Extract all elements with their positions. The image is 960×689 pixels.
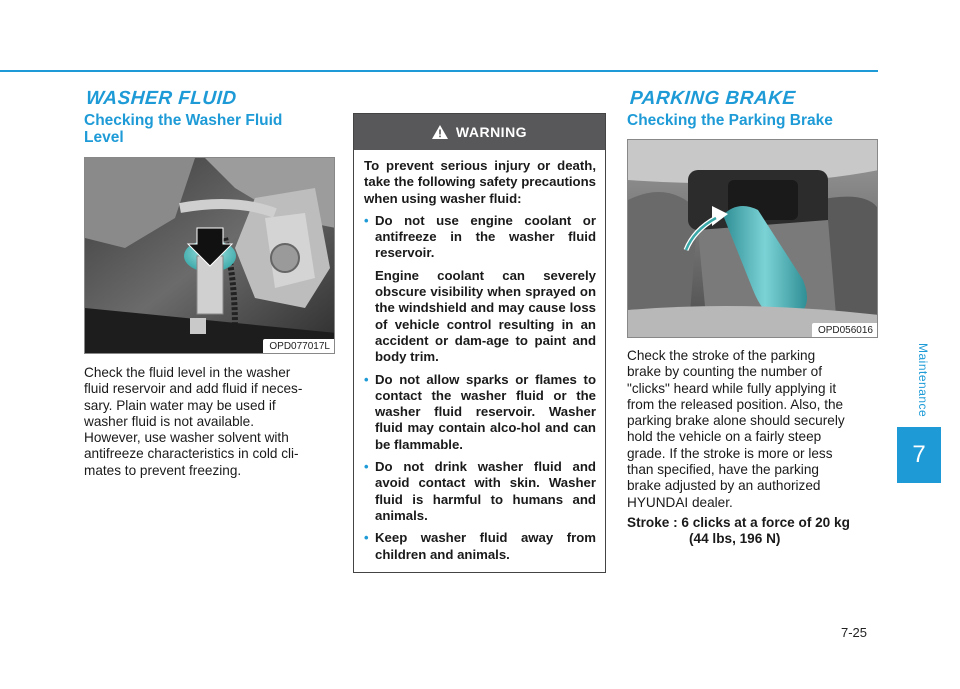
warning-body [354, 150, 605, 563]
side-tab-label: Maintenance [916, 342, 930, 418]
washer-reservoir-illustration [85, 158, 335, 354]
body-line: fluid reservoir and add fluid if neces- [84, 381, 303, 397]
parking-brake-illustration [628, 140, 878, 338]
chapter-number-tab: 7 [897, 427, 941, 483]
parking-brake-photo [627, 139, 878, 338]
body-line: sary. Plain water may be used if [84, 397, 276, 413]
warning-item [364, 459, 596, 524]
warning-item [364, 372, 596, 453]
warning-box [353, 113, 606, 573]
body-line: Check the stroke of the parking [627, 348, 816, 363]
washer-reservoir-photo [84, 157, 335, 354]
body-line: than specified, have the parking [627, 462, 819, 478]
warning-item-subtext: Engine coolant can severely obscure visibility when sprayed on the windshield and may cause loss of vehicle control resulting in an accident or dam-age to paint and body trim. [375, 267, 596, 365]
warning-item-text: Do not drink washer fluid and avoid contact with skin. Washer fluid is harmful to humans and animals. [375, 459, 596, 523]
section-title-parking-brake: PARKING BRAKE [629, 88, 797, 109]
subtitle-line-1: Checking the Washer Fluid [84, 112, 283, 129]
body-line: Check the fluid level in the washer [84, 365, 291, 380]
section-title-washer-fluid: WASHER FLUID [85, 88, 238, 109]
stroke-spec-line-2: (44 lbs, 196 N) [689, 531, 781, 546]
warning-intro: To prevent serious injury or death, take the following safety precautions when using washer fluid: [364, 158, 596, 206]
header-rule [0, 70, 878, 72]
body-line: HYUNDAI dealer. [627, 494, 733, 510]
body-line: grade. If the stroke is more or less [627, 445, 833, 461]
bullet-icon: • [364, 459, 369, 475]
body-line: "clicks" heard while fully applying it [627, 380, 837, 396]
warning-triangle-icon [432, 125, 448, 139]
bullet-icon: • [364, 371, 369, 387]
warning-item-text: Do not allow sparks or flames to contact the washer fluid or the washer fluid reservoir. Washer fluid may contain alco-hol and can be flammable. [375, 371, 596, 452]
body-line: mates to prevent freezing. [84, 462, 242, 478]
body-line: brake adjusted by an authorized [627, 478, 821, 494]
warning-item [364, 213, 596, 262]
subtitle-parking-brake: Checking the Parking Brake [627, 112, 833, 129]
page-number: 7-25 [841, 625, 868, 640]
subtitle-washer-fluid [84, 112, 282, 146]
body-line: hold the vehicle on a fairly steep [627, 429, 822, 445]
bullet-icon: • [364, 212, 369, 228]
body-line: brake by counting the number of [627, 364, 822, 380]
bullet-icon: • [364, 530, 369, 546]
warning-item [364, 530, 596, 563]
warning-item-text: Keep washer fluid away from children and animals. [375, 530, 596, 562]
warning-header [354, 114, 605, 150]
parking-brake-body [627, 348, 878, 511]
subtitle-line-2: Level [84, 129, 124, 146]
washer-fluid-body [84, 365, 335, 479]
photo-caption-washer: OPD077017L [263, 339, 334, 353]
body-line: from the released position. Also, the [627, 396, 844, 412]
warning-item-text: Do not use engine coolant or antifreeze in the washer fluid reservoir. [375, 212, 596, 261]
stroke-spec-line-1: Stroke : 6 clicks at a force of 20 kg [627, 515, 850, 530]
body-line: washer fluid is not available. [84, 413, 255, 429]
warning-header-label: WARNING [455, 124, 528, 140]
photo-caption-parking: OPD056016 [812, 323, 877, 337]
body-line: parking brake alone should securely [627, 413, 845, 429]
body-line: However, use washer solvent with [84, 430, 289, 446]
body-line: antifreeze characteristics in cold cli- [84, 446, 299, 462]
